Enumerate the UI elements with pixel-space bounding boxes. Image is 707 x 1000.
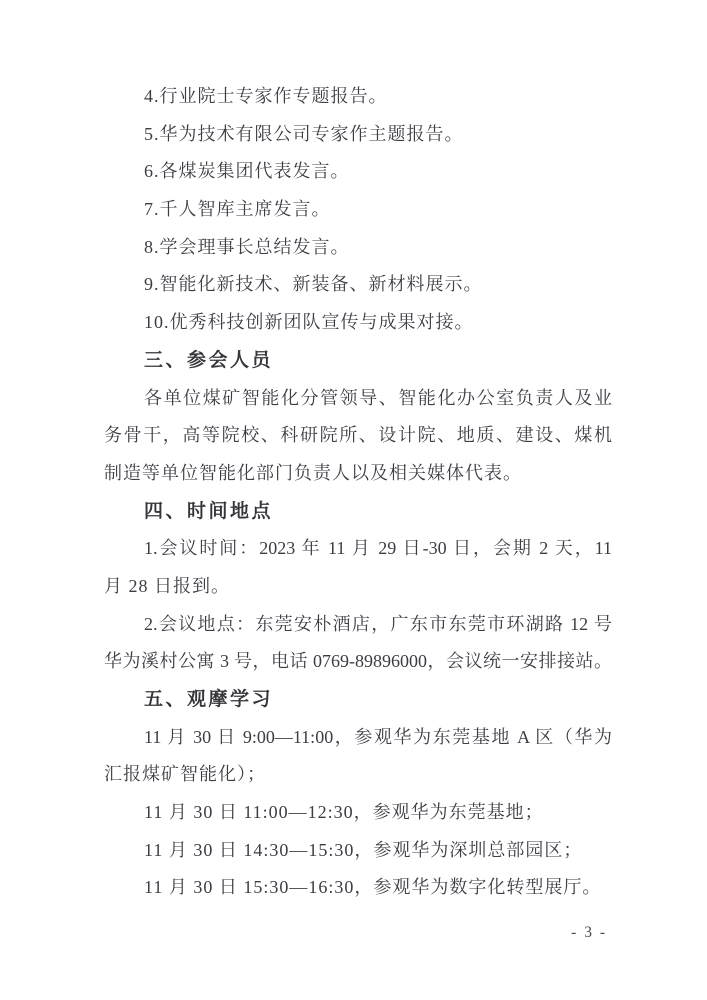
body-text-line: 11 月 30 日 11:00—12:30，参观华为东莞基地； — [144, 802, 544, 823]
agenda-item: 7.千人智库主席发言。 — [144, 199, 331, 220]
body-text-line: 华为溪村公寓 3 号，电话 0769-89896000，会议统一安排接站。 — [104, 651, 612, 672]
body-text-line: 2.会议地点：东莞安朴酒店，广东市东莞市环湖路 12 号 — [144, 613, 612, 634]
body-text-line: 各单位煤矿智能化分管领导、智能化办公室负责人及业 — [144, 387, 612, 408]
section-heading-study-tour: 五、观摩学习 — [144, 689, 274, 710]
body-text-line: 11 月 30 日 9:00—11:00，参观华为东莞基地 A 区（华为 — [144, 726, 612, 747]
agenda-item: 9.智能化新技术、新装备、新材料展示。 — [144, 274, 483, 295]
body-text-line: 11 月 30 日 14:30—15:30，参观华为深圳总部园区； — [144, 839, 583, 860]
body-text-line: 汇报煤矿智能化）； — [104, 764, 266, 785]
body-text-line: 务骨干，高等院校、科研院所、设计院、地质、建设、煤机 — [104, 425, 612, 446]
page-number: - 3 - — [571, 924, 607, 941]
body-text-line: 11 月 30 日 15:30—16:30，参观华为数字化转型展厅。 — [144, 877, 602, 898]
agenda-item: 8.学会理事长总结发言。 — [144, 236, 350, 257]
document-content — [104, 78, 612, 907]
agenda-item: 10.优秀科技创新团队宣传与成果对接。 — [144, 312, 474, 333]
body-text-line: 制造等单位智能化部门负责人以及相关媒体代表。 — [104, 462, 522, 483]
agenda-item: 5.华为技术有限公司专家作主题报告。 — [144, 123, 464, 144]
body-text-line: 月 28 日报到。 — [104, 575, 230, 596]
body-text-line: 1.会议时间：2023 年 11 月 29 日-30 日，会期 2 天，11 — [144, 538, 612, 559]
agenda-item: 6.各煤炭集团代表发言。 — [144, 161, 350, 182]
section-heading-time-venue: 四、时间地点 — [144, 500, 274, 522]
section-heading-participants: 三、参会人员 — [144, 349, 274, 371]
agenda-item: 4.行业院士专家作专题报告。 — [144, 86, 388, 106]
